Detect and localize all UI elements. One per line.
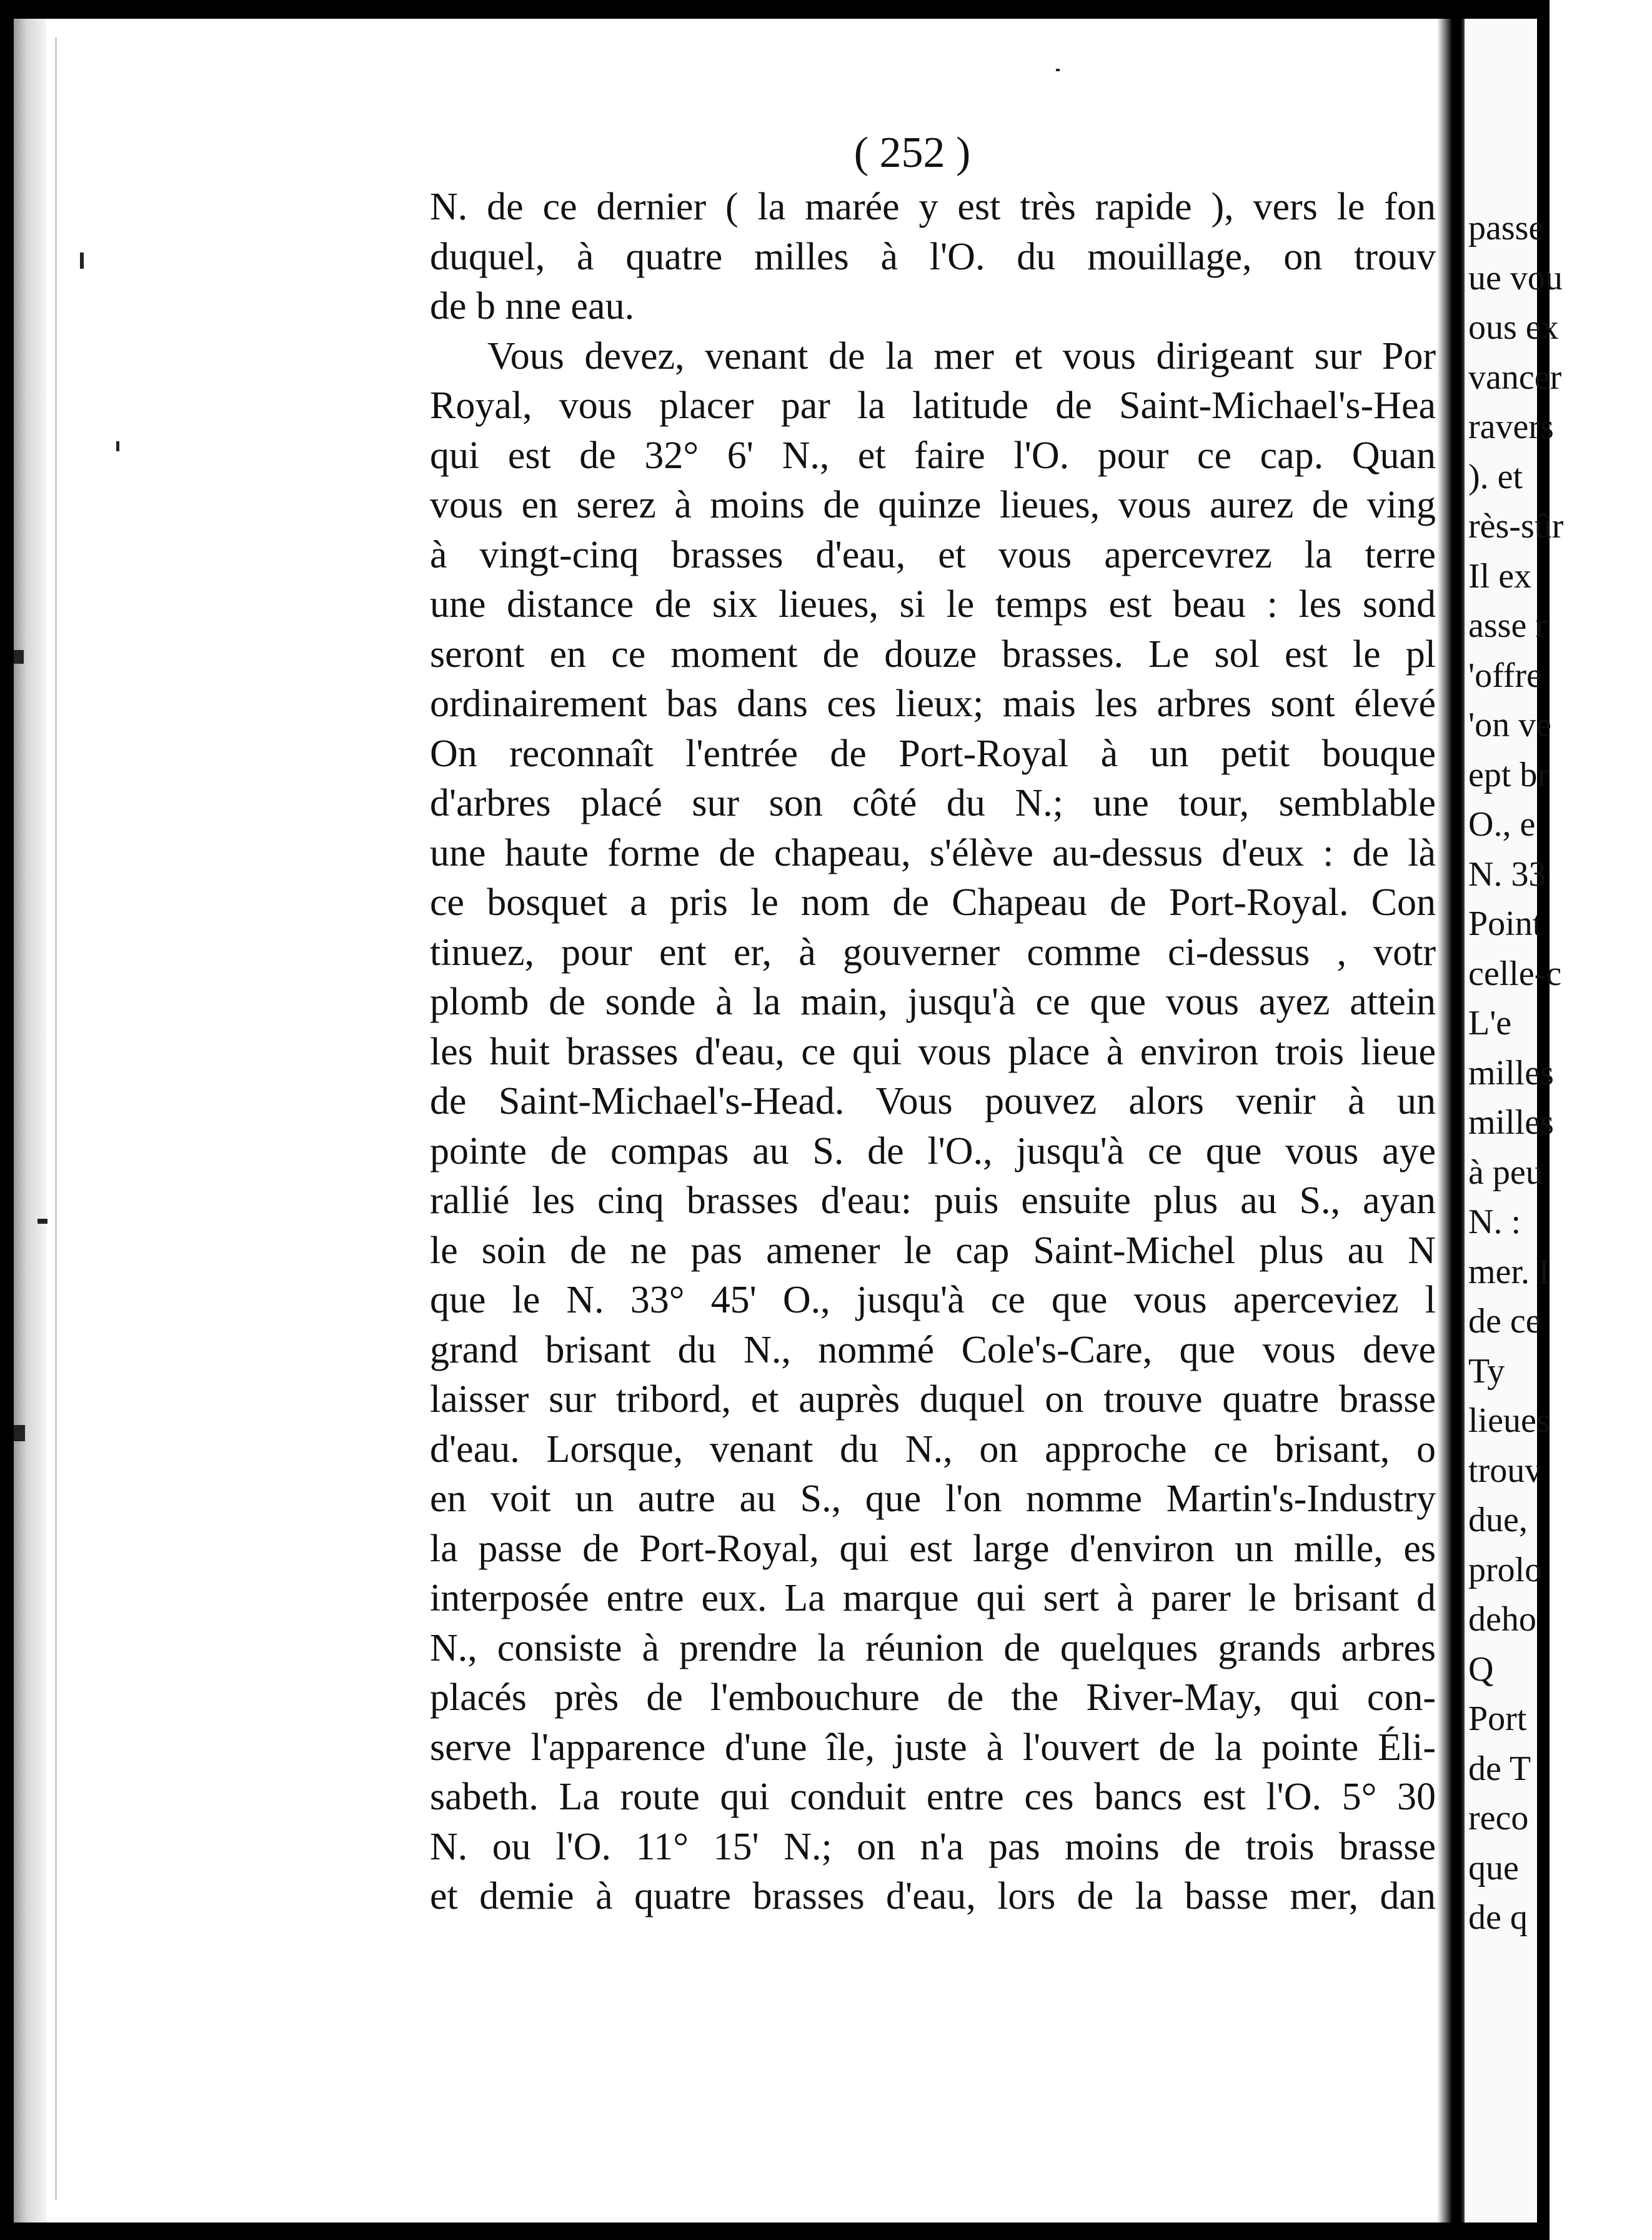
text-line: les huit brasses d'eau, ce qui vous place à environ trois lieue [430, 1030, 1436, 1073]
text-line: duquel, à quatre milles à l'O. du mouillage, on trouv [430, 235, 1436, 278]
facing-text-line: ). et [1468, 457, 1523, 496]
facing-text-line: Point [1468, 904, 1543, 943]
facing-text-line: prolo [1468, 1550, 1543, 1589]
text-line: que le N. 33° 45' O., jusqu'à ce que vous aperceviez l [430, 1279, 1436, 1321]
facing-text-line: due, [1468, 1501, 1528, 1539]
text-line: d'eau. Lorsque, venant du N., on approche ce brisant, o [430, 1428, 1436, 1471]
facing-text-line: ous ex [1468, 308, 1559, 347]
book-gutter [1437, 19, 1465, 2222]
text-line: vous en serez à moins de quinze lieues, vous aurez de ving [430, 484, 1436, 526]
text-line: de Saint-Michael's-Head. Vous pouvez alors venir à un [430, 1080, 1436, 1122]
facing-text-line: de q [1468, 1898, 1528, 1937]
text-line: Vous devez, venant de la mer et vous dirigeant sur Por [487, 334, 1436, 378]
text-line: à vingt-cinq brasses d'eau, et vous apercevrez la terre [430, 533, 1436, 576]
facing-text-line: à peu [1468, 1152, 1543, 1192]
facing-text-line: ept br [1468, 755, 1550, 794]
text-line: qui est de 32° 6' N., et faire l'O. pour ce cap. Quan [430, 434, 1436, 477]
facing-text-line: asse r [1468, 606, 1547, 645]
text-line: interposée entre eux. La marque qui sert à parer le brisant d [430, 1577, 1436, 1619]
facing-text-line: trouv [1468, 1451, 1543, 1490]
facing-text-line: rès-sûr [1468, 507, 1564, 546]
facing-page-text [1465, 204, 1652, 1943]
text-line: On reconnaît l'entrée de Port-Royal à un petit bouque [430, 732, 1436, 775]
text-line: la passe de Port-Royal, qui est large d'environ un mille, es [430, 1527, 1436, 1570]
text-line: plomb de sonde à la main, jusqu'à ce que vous ayez attein [430, 981, 1436, 1023]
facing-text-line: mer. I [1468, 1252, 1550, 1291]
facing-page-fragment [1465, 19, 1564, 2222]
text-line: et demie à quatre brasses d'eau, lors de la basse mer, dan [430, 1875, 1436, 1918]
facing-text-line: vancer [1468, 358, 1562, 397]
facing-text-line: N. : [1468, 1202, 1521, 1241]
text-line: une haute forme de chapeau, s'élève au-dessus d'eux : de là [430, 831, 1436, 874]
facing-text-line: passe [1468, 209, 1545, 248]
text-line: serve l'apparence d'une île, juste à l'ouvert de la pointe Éli- [430, 1726, 1436, 1769]
facing-text-line: milles [1468, 1103, 1554, 1142]
facing-text-line: O., e [1468, 805, 1536, 844]
facing-text-line: reco [1468, 1799, 1529, 1838]
text-line: le soin de ne pas amener le cap Saint-Michel plus au N [430, 1229, 1436, 1272]
text-line: grand brisant du N., nommé Cole's-Care, que vous deve [430, 1328, 1436, 1371]
text-line: Royal, vous placer par la latitude de Saint-Michael's-Hea [430, 384, 1436, 427]
text-line: ordinairement bas dans ces lieux; mais les arbres sont élevé [430, 682, 1436, 725]
text-line: en voit un autre au S., que l'on nomme Martin's-Industry [430, 1478, 1436, 1520]
facing-text-line: 'on ve [1468, 706, 1551, 744]
text-line: N. de ce dernier ( la marée y est très rapide ), vers le fon [430, 186, 1436, 228]
facing-text-line: milles [1468, 1053, 1554, 1092]
facing-text-line: L'e [1468, 1004, 1512, 1042]
facing-text-line: ravers [1468, 408, 1554, 446]
text-line: pointe de compas au S. de l'O., jusqu'à ce que vous aye [430, 1129, 1436, 1172]
text-line: laisser sur tribord, et auprès duquel on trouve quatre brasse [430, 1378, 1436, 1421]
body-text [430, 182, 1436, 1922]
text-line: de b nne eau. [430, 285, 635, 328]
facing-text-line: Ty [1468, 1351, 1505, 1391]
facing-text-line: N. 33 [1468, 854, 1546, 894]
text-line: placés près de l'embouchure de the River-May, qui con- [430, 1676, 1436, 1719]
facing-text-line: ue vou [1468, 258, 1563, 298]
text-line: ce bosquet a pris le nom de Chapeau de Port-Royal. Con [430, 881, 1436, 924]
facing-text-line: lieues [1468, 1401, 1550, 1440]
facing-text-line: deho [1468, 1600, 1536, 1639]
facing-text-line: Q [1468, 1649, 1494, 1689]
facing-text-line: de T [1468, 1749, 1531, 1788]
text-line: une distance de six lieues, si le temps est beau : les sond [430, 583, 1436, 626]
facing-text-line: Il ex [1468, 556, 1532, 596]
text-line: seront en ce moment de douze brasses. Le sol est le pl [430, 632, 1436, 676]
page-number: ( 252 ) [853, 129, 971, 177]
facing-text-line: que [1468, 1848, 1519, 1888]
text-line: N. ou l'O. 11° 15' N.; on n'a pas moins de trois brasse [430, 1825, 1436, 1868]
facing-text-line: Port [1468, 1699, 1527, 1738]
text-line: N., consiste à prendre la réunion de quelques grands arbres [430, 1626, 1436, 1669]
facing-text-line: celle-c [1468, 954, 1562, 993]
text-line: sabeth. La route qui conduit entre ces bancs est l'O. 5° 30 [430, 1776, 1436, 1818]
text-line: d'arbres placé sur son côté du N.; une tour, semblable [430, 782, 1436, 824]
facing-text-line: 'offre [1468, 656, 1542, 695]
text-line: tinuez, pour ent er, à gouverner comme ci-dessus , votr [430, 931, 1436, 974]
text-line: rallié les cinq brasses d'eau: puis ensuite plus au S., ayan [430, 1179, 1436, 1222]
facing-text-line: de ce [1468, 1302, 1541, 1341]
